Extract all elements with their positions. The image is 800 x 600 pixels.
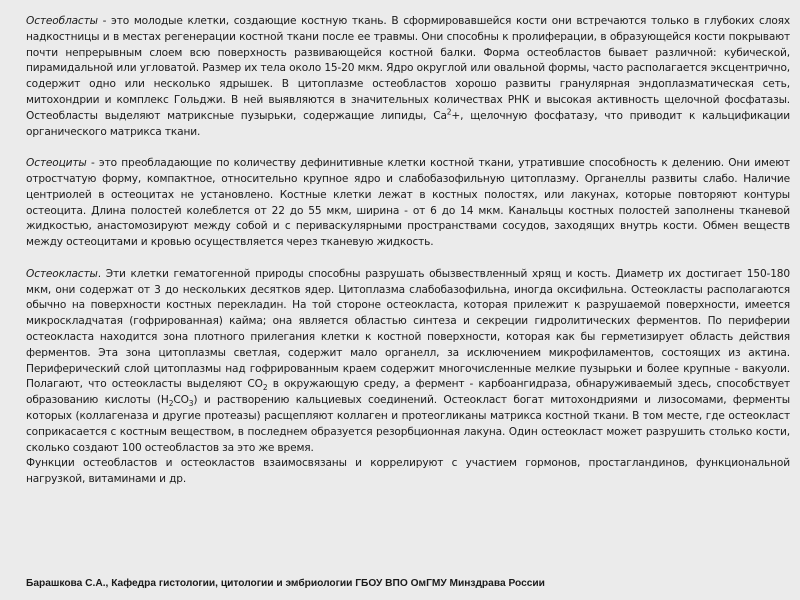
osteocytes-term: Остеоциты: [26, 157, 87, 170]
co2-subscript: 2: [262, 383, 268, 393]
osteocytes-text: - это преобладающие по количеству дефинитивные клетки костной ткани, утратившие способность к делению. Они имеют отростчатую форму, компактное, относительно крупное ядро и слабобазофильную цитоплазму. Органеллы развиты слабо. Наличие центриолей в остеоцитах не установлено. Костные клетки лежат в костных полостях, или лакунах, которые повторяют контуры остеоцита. Длина полостей колеблется от 22 до 55 мкм, ширина - от 6 до 14 мкм. Канальцы костных полостей заполнены тканевой жидкостью, анастомозируют между собой и с периваскулярными пространствами сосудов, заходящих внутрь кости. Обмен веществ между остеоцитами и кровью осуществляется через тканевую жидкость.: [26, 157, 790, 249]
osteocytes-paragraph: [26, 156, 790, 251]
functions-paragraph: [26, 456, 790, 488]
osteoclasts-text-3: CO: [173, 394, 189, 407]
footer-credit: Барашкова С.А., Кафедра гистологии, цитологии и эмбриологии ГБОУ ВПО ОмГМУ Минздрава России: [26, 578, 545, 589]
osteoclasts-text-1: . Эти клетки гематогенной природы способны разрушать обызвествленный хрящ и кость. Диаметр их достигает 150-180 мкм, они содержат от 3 до нескольких десятков ядер. Цитоплазма слабобазофильна, иногда оксифильна. Остеокласты располагаются обычно на поверхности костных перекладин. На той стороне остеокласта, которая прилежит к разрушаемой поверхности, имеется микроскладчатая (гофрированная) кайма; она является областью синтеза и секреции гидролитических ферментов. По периферии остеокласта находится зона плотного прилегания клетки к костной поверхности, которая как бы герметизирует область действия ферментов. Эта зона цитоплазмы светлая, содержит мало органелл, за исключением микрофиламентов, состоящих из актина. Периферический слой цитоплазмы над гофрированным краем содержит многочисленные мелкие пузырьки и более крупные - вакуоли. Полагают, что остеокласты выделяют CO: [26, 267, 790, 391]
osteoblasts-term: Остеобласты: [26, 15, 98, 27]
co3-subscript: 3: [188, 399, 194, 409]
h2-subscript: 2: [168, 399, 174, 409]
osteoclasts-paragraph: [26, 267, 790, 457]
document-body: [26, 14, 790, 488]
osteoblasts-text-2: +, щелочную фосфатазу, что приводит к кальцификации органического матрикса ткани.: [26, 109, 790, 138]
osteoblasts-paragraph: [26, 14, 790, 140]
osteoclasts-text-2: в окружающую среду, а фермент - карбоангидраза, обнаруживаемый здесь, способствует образованию кислоты (H: [26, 378, 790, 407]
calcium-charge-superscript: 2: [446, 107, 452, 117]
osteoclasts-text-4: ) и растворению кальциевых соединений. Остеокласт богат митохондриями и лизосомами, ферменты которых (коллагеназа и другие протеазы) расщепляют коллаген и протеогликаны матрикса костной ткани. В том месте, где остеокласт соприкасается с костным веществом, в последнем образуется резорбционная лакуна. Один остеокласт может разрушить столько кости, сколько создают 100 остеобластов за это же время.: [26, 394, 790, 454]
osteoblasts-text-1: - это молодые клетки, создающие костную ткань. В сформировавшейся кости они встречаются только в глубоких слоях надкостницы и в местах регенерации костной ткани после ее травмы. Они способны к пролиферации, в образующейся кости покрывают почти непрерывным слоем всю поверхность развивающейся костной балки. Форма остеобластов бывает различной: кубической, пирамидальной или угловатой. Размер их тела около 15-20 мкм. Ядро округлой или овальной формы, часто располагается эксцентрично, содержит одно или несколько ядрышек. В цитоплазме остеобластов хорошо развиты гранулярная эндоплазматическая сеть, митохондрии и комплекс Гольджи. В ней выявляются в значительных количествах РНК и высокая активность щелочной фосфатазы. Остеобласты выделяют матриксные пузырьки, содержащие липиды, Ca: [26, 15, 790, 122]
osteoclasts-term: Остеокласты: [26, 267, 98, 280]
functions-text: Функции остеобластов и остеокластов взаимосвязаны и коррелируют с участием гормонов, простагландинов, функциональной нагрузкой, витаминами и др.: [26, 457, 790, 486]
